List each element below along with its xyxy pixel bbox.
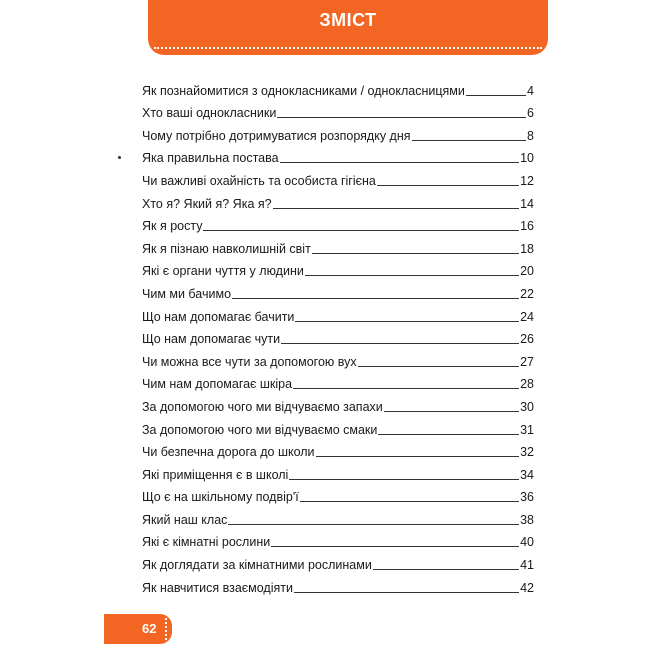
toc-entry bbox=[142, 189, 534, 212]
page-title: ЗМІСТ bbox=[319, 10, 377, 30]
toc-leader-line bbox=[281, 343, 519, 344]
toc-entry-page: 14 bbox=[520, 196, 534, 211]
toc-entry bbox=[142, 257, 534, 280]
toc-entry-page: 4 bbox=[527, 83, 534, 98]
toc-entry-page: 42 bbox=[520, 580, 534, 595]
toc-leader-line bbox=[277, 117, 526, 118]
toc-entry-title: Як навчитися взаємодіяти bbox=[142, 580, 293, 595]
stray-dot bbox=[118, 156, 121, 159]
toc-entry-title: Як доглядати за кімнатними рослинами bbox=[142, 558, 372, 573]
header-dotted-border bbox=[154, 47, 542, 49]
toc-leader-line bbox=[316, 456, 520, 457]
toc-entry-title: Який наш клас bbox=[142, 512, 228, 527]
toc-entry-page: 20 bbox=[520, 264, 534, 279]
toc-entry bbox=[142, 483, 534, 506]
toc-entry-title: Як я пізнаю навколишній світ bbox=[142, 241, 311, 256]
toc-entry-title: Як познайомитися з однокласниками / однокласницями bbox=[142, 83, 465, 98]
toc-entry bbox=[142, 528, 534, 551]
toc-entry bbox=[142, 99, 534, 122]
toc-leader-line bbox=[305, 275, 519, 276]
toc-entry-page: 18 bbox=[520, 241, 534, 256]
toc-entry bbox=[142, 392, 534, 415]
toc-entry bbox=[142, 550, 534, 573]
toc-entry-title: Чим нам допомагає шкіра bbox=[142, 377, 293, 392]
toc-entry-title: Що нам допомагає чути bbox=[142, 332, 281, 347]
toc-entry bbox=[142, 347, 534, 370]
toc-entry-page: 24 bbox=[520, 309, 534, 324]
toc-entry-title: Які є кімнатні рослини bbox=[142, 535, 271, 550]
header-banner bbox=[148, 0, 548, 55]
toc-entry bbox=[142, 302, 534, 325]
toc-entry bbox=[142, 573, 534, 596]
footer-tab bbox=[104, 614, 172, 644]
toc-entry-page: 8 bbox=[527, 128, 534, 143]
toc-entry-title: Чи можна все чути за допомогою вух bbox=[142, 354, 357, 369]
toc-entry-page: 41 bbox=[520, 558, 534, 573]
toc-leader-line bbox=[289, 479, 519, 480]
toc-entry-page: 31 bbox=[520, 422, 534, 437]
toc-leader-line bbox=[271, 546, 519, 547]
toc-entry-title: Чим ми бачимо bbox=[142, 286, 232, 301]
toc-entry-title: Які приміщення є в школі bbox=[142, 467, 289, 482]
page-number: 62 bbox=[142, 621, 157, 636]
toc-entry-title: За допомогою чого ми відчуваємо запахи bbox=[142, 399, 383, 414]
toc-entry-page: 16 bbox=[520, 219, 534, 234]
toc-leader-line bbox=[358, 366, 519, 367]
toc-entry-title: Які є органи чуття у людини bbox=[142, 264, 304, 279]
toc-entry-title: Хто я? Який я? Яка я? bbox=[142, 196, 272, 211]
toc-leader-line bbox=[312, 253, 519, 254]
toc-leader-line bbox=[228, 524, 519, 525]
footer-dotted-border bbox=[165, 618, 167, 640]
toc-entry-title: Що є на шкільному подвір'ї bbox=[142, 490, 299, 505]
toc-entry-title: За допомогою чого ми відчуваємо смаки bbox=[142, 422, 378, 437]
toc-entry-page: 34 bbox=[520, 467, 534, 482]
toc-leader-line bbox=[377, 185, 519, 186]
toc-entry bbox=[142, 370, 534, 393]
toc-entry bbox=[142, 121, 534, 144]
toc-entry-title: Чи важливі охайність та особиста гігієна bbox=[142, 173, 376, 188]
toc-entry-title: Як я росту bbox=[142, 219, 203, 234]
toc-leader-line bbox=[232, 298, 519, 299]
toc-entry bbox=[142, 212, 534, 235]
toc-entry-page: 10 bbox=[520, 151, 534, 166]
toc-entry-page: 22 bbox=[520, 286, 534, 301]
toc-entry-title: Хто ваші однокласники bbox=[142, 106, 277, 121]
toc-entry-page: 32 bbox=[520, 445, 534, 460]
toc-entry bbox=[142, 460, 534, 483]
toc-leader-line bbox=[378, 434, 519, 435]
toc-entry bbox=[142, 234, 534, 257]
toc-entry bbox=[142, 76, 534, 99]
toc-entry-page: 28 bbox=[520, 377, 534, 392]
toc-entry-page: 30 bbox=[520, 399, 534, 414]
table-of-contents bbox=[142, 76, 534, 596]
toc-entry-page: 36 bbox=[520, 490, 534, 505]
toc-entry bbox=[142, 144, 534, 167]
toc-entry-title: Чому потрібно дотримуватися розпорядку дня bbox=[142, 128, 411, 143]
toc-entry-page: 40 bbox=[520, 535, 534, 550]
toc-entry-page: 6 bbox=[527, 106, 534, 121]
toc-entry-title: Що нам допомагає бачити bbox=[142, 309, 295, 324]
toc-entry bbox=[142, 415, 534, 438]
toc-leader-line bbox=[203, 230, 519, 231]
toc-entry-title: Чи безпечна дорога до школи bbox=[142, 445, 315, 460]
toc-entry-page: 12 bbox=[520, 173, 534, 188]
toc-leader-line bbox=[294, 592, 519, 593]
toc-leader-line bbox=[295, 321, 519, 322]
toc-entry bbox=[142, 166, 534, 189]
toc-entry-page: 38 bbox=[520, 512, 534, 527]
toc-entry-page: 27 bbox=[520, 354, 534, 369]
toc-leader-line bbox=[412, 140, 527, 141]
toc-leader-line bbox=[373, 569, 519, 570]
toc-leader-line bbox=[466, 95, 526, 96]
toc-entry bbox=[142, 438, 534, 461]
toc-entry bbox=[142, 279, 534, 302]
toc-entry bbox=[142, 505, 534, 528]
toc-leader-line bbox=[293, 388, 519, 389]
toc-entry-title: Яка правильна постава bbox=[142, 151, 279, 166]
toc-entry bbox=[142, 325, 534, 348]
toc-leader-line bbox=[273, 208, 520, 209]
toc-leader-line bbox=[384, 411, 519, 412]
toc-leader-line bbox=[280, 162, 520, 163]
toc-entry-page: 26 bbox=[520, 332, 534, 347]
toc-leader-line bbox=[300, 501, 519, 502]
